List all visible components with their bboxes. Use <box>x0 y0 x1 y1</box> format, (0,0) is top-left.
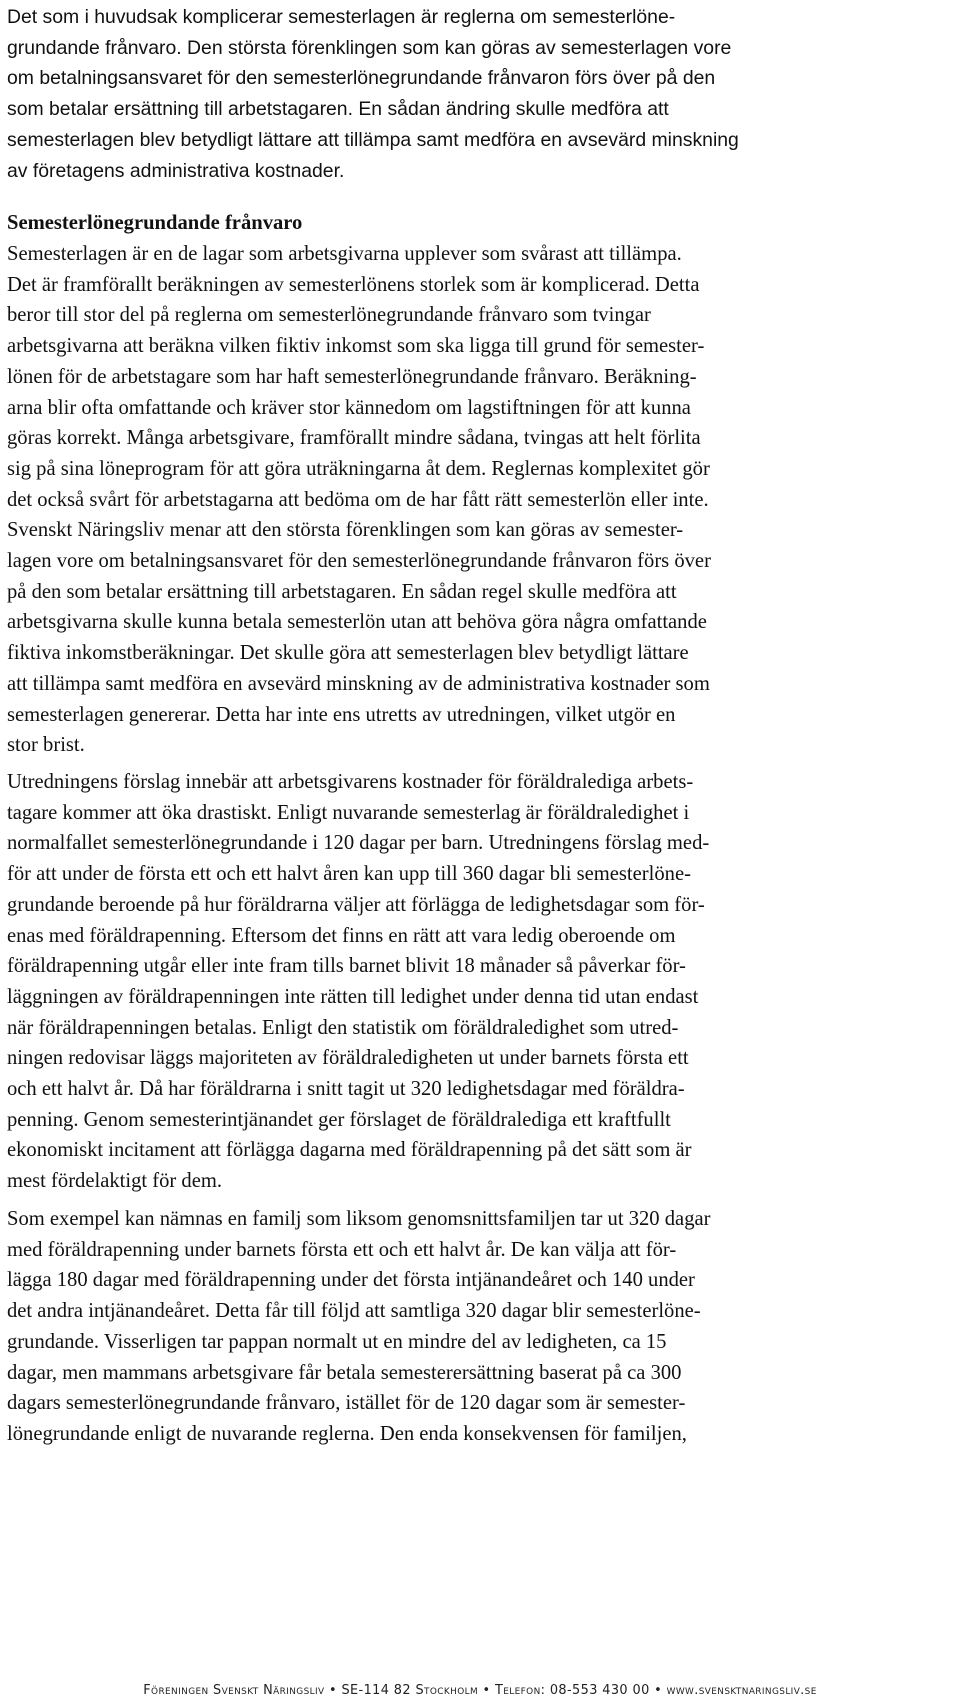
text-line: Det är framförallt beräkningen av semesterlönens storlek som är komplicerad. Detta <box>7 273 700 296</box>
text-line: semesterlagen genererar. Detta har inte ens utretts av utredningen, vilket utgör en <box>7 703 676 726</box>
text-line: och ett halvt år. Då har föräldrarna i snitt tagit ut 320 ledighetsdagar med föräldra- <box>7 1078 685 1101</box>
text-line: beror till stor del på reglerna om semesterlönegrundande frånvaro som tvingar <box>7 304 651 327</box>
text-line: som betalar ersättning till arbetstagaren. En sådan ändring skulle medföra att <box>7 98 669 121</box>
text-line: när föräldrapenningen betalas. Enligt den statistik om föräldraledighet som utred- <box>7 1016 679 1039</box>
text-line: fiktiva inkomstberäkningar. Det skulle göra att semesterlagen blev betydligt lättare <box>7 642 689 665</box>
text-line: normalfallet semesterlönegrundande i 120 dagar per barn. Utredningens förslag med- <box>7 832 710 855</box>
section-paragraph <box>7 239 711 761</box>
text-line: det också svårt för arbetstagarna att bedöma om de har fått rätt semesterlön eller inte. <box>7 488 709 511</box>
text-line: ningen redovisar läggs majoriteten av föräldraledigheten ut under barnets första ett <box>7 1047 689 1070</box>
text-line: lägga 180 dagar med föräldrapenning under det första intjänandeåret och 140 under <box>7 1269 695 1292</box>
text-line: om betalningsansvaret för den semesterlönegrundande frånvaron förs över på den <box>7 67 716 90</box>
text-line: dagar, men mammans arbetsgivare får betala semesterersättning baserat på ca 300 <box>7 1361 682 1384</box>
intro-paragraph <box>7 2 739 186</box>
text-line: sig på sina löneprogram för att göra uträkningarna åt dem. Reglernas komplexitet gör <box>7 457 710 480</box>
text-line: grundande frånvaro. Den största förenklingen som kan göras av semesterlagen vore <box>7 36 732 59</box>
section-heading: Semesterlönegrundande frånvaro <box>7 212 303 234</box>
text-line: arbetsgivarna skulle kunna betala semesterlön utan att behöva göra några omfattande <box>7 611 707 634</box>
text-line: tagare kommer att öka drastiskt. Enligt nuvarande semesterlag är föräldraledighet i <box>7 801 690 824</box>
text-line: ekonomiskt incitament att förlägga dagarna med föräldrapenning på det sätt som är <box>7 1139 692 1162</box>
text-line: att tillämpa samt medföra en avsevärd minskning av de administrativa kostnader som <box>7 672 710 695</box>
text-line: grundande beroende på hur föräldrarna väljer att förlägga de ledighetsdagar som för- <box>7 893 705 916</box>
text-line: grundande. Visserligen tar pappan normalt ut en mindre del av ledigheten, ca 15 <box>7 1330 667 1353</box>
text-line: arna blir ofta omfattande och kräver stor kännedom om lagstiftningen för att kunna <box>7 396 691 419</box>
text-line: Som exempel kan nämnas en familj som liksom genomsnittsfamiljen tar ut 320 dagar <box>7 1208 711 1230</box>
paragraph-example <box>7 1204 711 1450</box>
text-line: dagars semesterlönegrundande frånvaro, istället för de 120 dagar som är semester- <box>7 1392 686 1415</box>
page-footer: Föreningen Svenskt Näringsliv • SE-114 82 Stockholm • Telefon: 08-553 430 00 • www.svensktnaringsliv.se <box>143 1683 817 1698</box>
text-line: det andra intjänandeåret. Detta får till följd att samtliga 320 dagar blir semesterlöne- <box>7 1300 701 1323</box>
text-line: Semesterlagen är en de lagar som arbetsgivarna upplever som svårast att tillämpa. <box>7 243 682 265</box>
text-line: på den som betalar ersättning till arbetstagaren. En sådan regel skulle medföra att <box>7 580 677 603</box>
text-line: semesterlagen blev betydligt lättare att tillämpa samt medföra en avsevärd minskning <box>7 128 739 151</box>
text-line: penning. Genom semesterintjänandet ger förslaget de föräldralediga ett kraftfullt <box>7 1108 671 1131</box>
text-line: lönegrundande enligt de nuvarande reglerna. Den enda konsekvensen för familjen, <box>7 1422 687 1445</box>
text-line: Utredningens förslag innebär att arbetsgivarens kostnader för föräldralediga arbets- <box>7 771 694 793</box>
text-line: lagen vore om betalningsansvaret för den semesterlönegrundande frånvaron förs över <box>7 550 711 573</box>
text-line: med föräldrapenning under barnets första ett och ett halvt år. De kan välja att för- <box>7 1238 677 1261</box>
text-line: av företagens administrativa kostnader. <box>7 159 345 182</box>
text-line: läggningen av föräldrapenningen inte rätten till ledighet under denna tid utan endast <box>7 985 699 1008</box>
paragraph-parental-leave <box>7 767 709 1197</box>
text-line: göras korrekt. Många arbetsgivare, framförallt mindre sådana, tvingas att helt förlita <box>7 427 701 450</box>
text-line: enas med föräldrapenning. Eftersom det finns en rätt att vara ledig oberoende om <box>7 924 676 947</box>
text-line: Svenskt Näringsliv menar att den största förenklingen som kan göras av semester- <box>7 519 684 542</box>
text-line: lönen för de arbetstagare som har haft semesterlönegrundande frånvaro. Beräkning- <box>7 365 697 388</box>
text-line: arbetsgivarna att beräkna vilken fiktiv inkomst som ska ligga till grund för semester- <box>7 335 705 358</box>
text-line: för att under de första ett och ett halvt åren kan upp till 360 dagar bli semesterlöne- <box>7 863 691 886</box>
text-line: Det som i huvudsak komplicerar semesterlagen är reglerna om semesterlöne- <box>7 6 676 28</box>
text-line: mest fördelaktigt för dem. <box>7 1170 223 1193</box>
text-line: stor brist. <box>7 734 85 757</box>
text-line: föräldrapenning utgår eller inte fram tills barnet blivit 18 månader så påverkar för- <box>7 955 686 978</box>
